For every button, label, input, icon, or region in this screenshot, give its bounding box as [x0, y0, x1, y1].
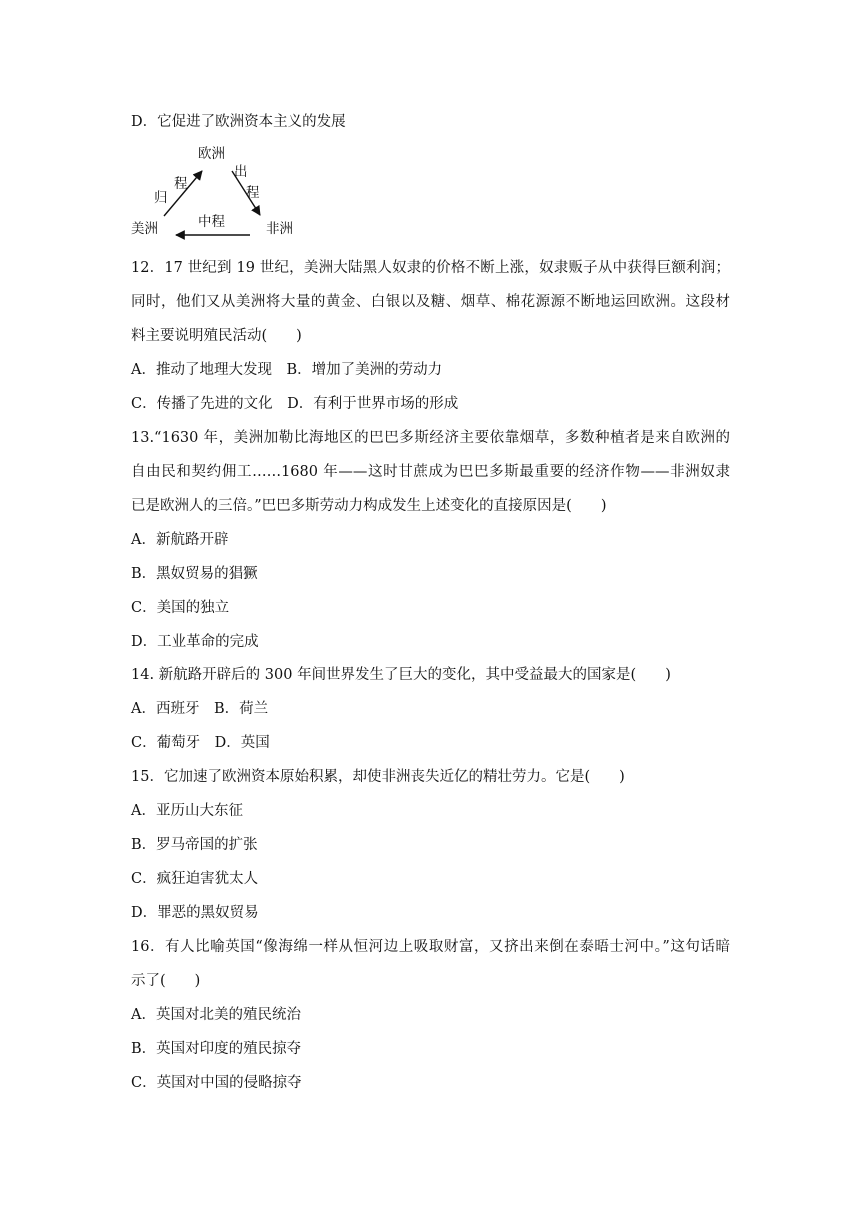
- q14-stem: 14. 新航路开辟后的 300 年间世界发生了巨大的变化，其中受益最大的国家是( ): [131, 667, 671, 683]
- q12-options-row-1: A．推动了地理大发现 B．增加了美洲的劳动力: [131, 362, 443, 378]
- label-return-2: 程: [174, 176, 188, 192]
- q13-stem-line-2: 自由民和契约佣工……1680 年——这时甘蔗成为巴巴多斯最重要的经济作物——非洲奴隶: [131, 464, 730, 480]
- q15-option-a: A．亚历山大东征: [131, 803, 243, 819]
- label-outward-1: 出: [234, 164, 248, 180]
- q12-stem-line-3: 料主要说明殖民活动( ): [131, 328, 302, 344]
- q16-stem-line-2: 示了( ): [131, 973, 201, 989]
- label-europe: 欧洲: [198, 146, 225, 162]
- label-return-1: 归: [154, 190, 168, 206]
- q12-stem-line-2: 同时，他们又从美洲将大量的黄金、白银以及糖、烟草、棉花源源不断地运回欧洲。这段材: [131, 294, 730, 310]
- triangular-trade-diagram: [128, 140, 308, 246]
- q13-option-a: A．新航路开辟: [131, 532, 229, 548]
- q12-options-row-2: C．传播了先进的文化 D．有利于世界市场的形成: [131, 396, 459, 412]
- q14-options-row-2: C．葡萄牙 D．英国: [131, 735, 270, 751]
- q12-stem-line-1: 12．17 世纪到 19 世纪，美洲大陆黑人奴隶的价格不断上涨，奴隶贩子从中获得巨额利润；: [131, 260, 730, 276]
- q15-stem: 15．它加速了欧洲资本原始积累，却使非洲丧失近亿的精壮劳力。它是( ): [131, 769, 625, 785]
- q16-option-a: A．英国对北美的殖民统治: [131, 1007, 301, 1023]
- q16-stem-line-1: 16．有人比喻英国“像海绵一样从恒河边上吸取财富，又挤出来倒在泰晤士河中。”这句话暗: [131, 939, 730, 955]
- q13-stem-line-1: 13.“1630 年，美洲加勒比海地区的巴巴多斯经济主要依靠烟草，多数种植者是来自欧洲的: [131, 430, 730, 446]
- q15-option-d: D．罪恶的黑奴贸易: [131, 905, 259, 921]
- q16-option-c: C．英国对中国的侵略掠夺: [131, 1075, 302, 1091]
- q16-option-b: B．英国对印度的殖民掠夺: [131, 1041, 302, 1057]
- q13-option-d: D．工业革命的完成: [131, 634, 259, 650]
- q15-option-b: B．罗马帝国的扩张: [131, 837, 258, 853]
- q14-options-row-1: A．西班牙 B．荷兰: [131, 701, 269, 717]
- q13-option-b: B．黑奴贸易的猖獗: [131, 566, 258, 582]
- q15-option-c: C．疯狂迫害犹太人: [131, 871, 259, 887]
- q13-stem-line-3: 已是欧洲人的三倍。”巴巴多斯劳动力构成发生上述变化的直接原因是( ): [131, 498, 607, 514]
- label-middle: 中程: [198, 214, 225, 230]
- q13-option-c: C．美国的独立: [131, 600, 230, 616]
- label-america: 美洲: [131, 221, 158, 237]
- q11-option-d: D．它促进了欧洲资本主义的发展: [131, 114, 346, 130]
- label-outward-2: 程: [246, 185, 260, 201]
- label-africa: 非洲: [266, 221, 293, 237]
